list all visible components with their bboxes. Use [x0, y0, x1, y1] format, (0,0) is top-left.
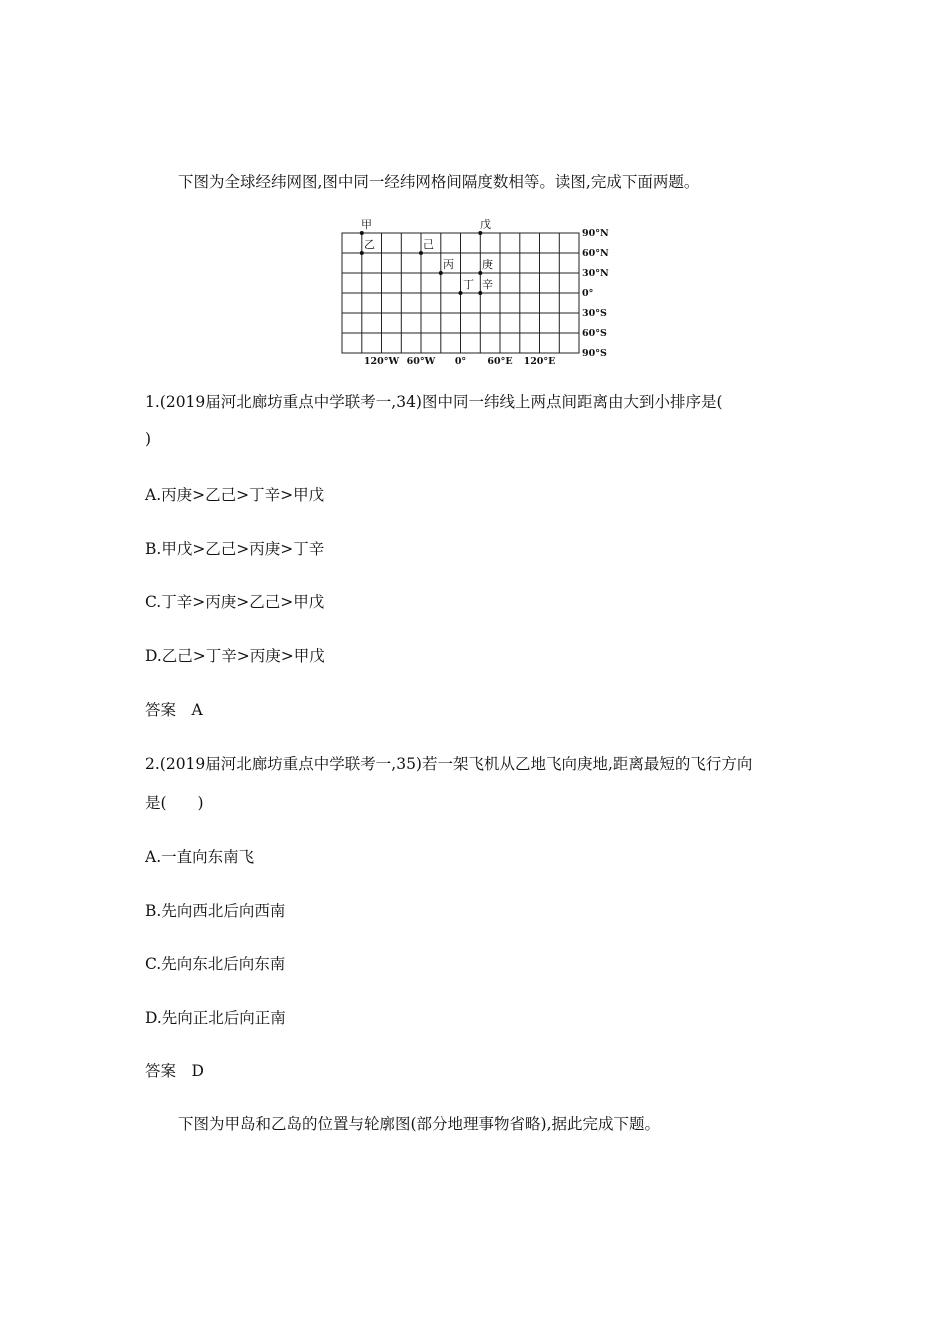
point-xin-dot: [478, 291, 482, 295]
q2-answer: 答案 D: [145, 1062, 204, 1080]
intro-text-1: 下图为全球经纬网图,图中同一经纬网格间隔度数相等。读图,完成下面两题。: [178, 173, 700, 191]
point-ji-label: 己: [423, 238, 434, 251]
point-bing-dot: [439, 271, 443, 275]
q1-option-b: B.甲戊>乙己>丙庚>丁辛: [145, 540, 325, 558]
point-ding-dot: [459, 291, 463, 295]
q2-option-d: D.先向正北后向正南: [145, 1009, 286, 1027]
point-geng-label: 庚: [482, 258, 493, 271]
lon-label-120e: 120°E: [523, 356, 556, 367]
lon-label-0: 0°: [454, 356, 467, 367]
lat-label-0: 0°: [582, 288, 594, 299]
q1-stem-line1: 1.(2019届河北廊坊重点中学联考一,34)图中同一纬线上两点间距离由大到小排序是(: [145, 393, 723, 411]
intro-text-2: 下图为甲岛和乙岛的位置与轮廓图(部分地理事物省略),据此完成下题。: [178, 1115, 661, 1133]
point-jia-label: 甲: [361, 218, 372, 231]
lat-label-60s: 60°S: [582, 328, 607, 339]
point-wu-dot: [478, 231, 482, 235]
q2-stem-line1: 2.(2019届河北廊坊重点中学联考一,35)若一架飞机从乙地飞向庚地,距离最短的飞行方向: [145, 755, 753, 773]
point-ji-dot: [419, 251, 423, 255]
point-yi-dot: [360, 251, 364, 255]
lat-label-90s: 90°S: [582, 348, 607, 359]
q1-option-c: C.丁辛>丙庚>乙己>甲戊: [145, 593, 325, 611]
point-yi-label: 乙: [364, 238, 375, 251]
q2-stem-line2: 是( ): [145, 794, 204, 812]
point-jia-dot: [360, 231, 364, 235]
lat-label-90n: 90°N: [582, 228, 609, 239]
lon-label-60e: 60°E: [487, 356, 513, 367]
point-geng-dot: [478, 271, 482, 275]
point-bing-label: 丙: [443, 258, 454, 271]
graticule-figure: [340, 216, 640, 368]
point-xin-label: 辛: [482, 278, 493, 291]
lon-label-60w: 60°W: [406, 356, 436, 367]
q1-stem-line2: ): [145, 430, 152, 448]
point-ding-label: 丁: [463, 278, 474, 291]
q2-option-c: C.先向东北后向东南: [145, 955, 286, 973]
lat-label-30n: 30°N: [582, 268, 609, 279]
q1-option-d: D.乙己>丁辛>丙庚>甲戊: [145, 647, 325, 665]
lat-label-30s: 30°S: [582, 308, 607, 319]
q1-answer: 答案 A: [145, 701, 203, 719]
q2-option-a: A.一直向东南飞: [145, 848, 255, 866]
q1-option-a: A.丙庚>乙己>丁辛>甲戊: [145, 486, 325, 504]
point-wu-label: 戊: [480, 218, 491, 231]
lon-label-120w: 120°W: [363, 356, 400, 367]
q2-option-b: B.先向西北后向西南: [145, 902, 286, 920]
lat-label-60n: 60°N: [582, 248, 609, 259]
